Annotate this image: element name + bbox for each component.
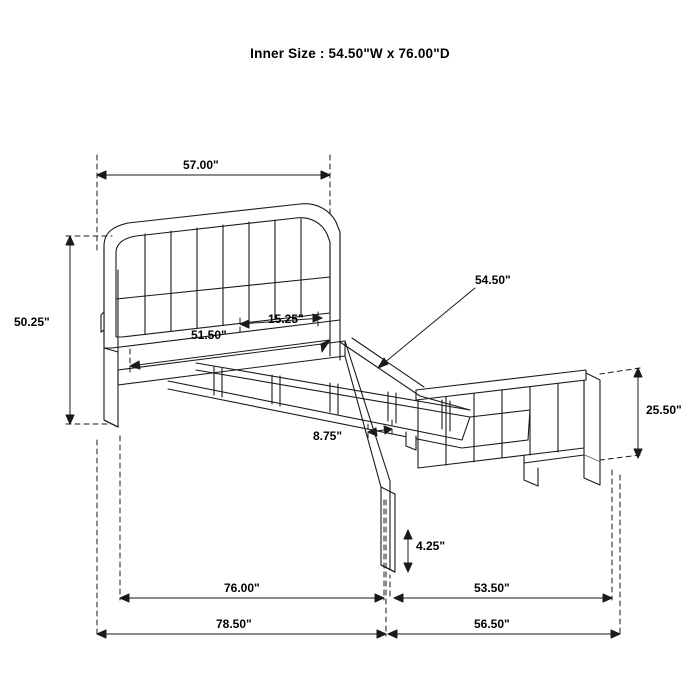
dim-label-slat-offset: 8.75" — [313, 429, 343, 443]
dim-label-inner-width-callout: 54.50" — [475, 273, 511, 287]
dim-label-footboard-span-top: 53.50" — [474, 581, 510, 595]
dim-label-clearance: 4.25" — [416, 539, 446, 553]
dim-label-bed-length-top: 76.00" — [224, 581, 260, 595]
dim-label-headboard-width: 57.00" — [183, 158, 219, 172]
dim-label-headboard-panel-width: 51.50" — [191, 328, 227, 342]
dim-label-footboard-height: 25.50" — [646, 403, 682, 417]
dim-label-rail-gap: 15.25" — [268, 312, 304, 326]
page-title: Inner Size : 54.50"W x 76.00"D — [250, 46, 450, 61]
dim-label-headboard-height: 50.25" — [14, 315, 50, 329]
dim-label-overall-left: 78.50" — [216, 617, 252, 631]
dim-label-overall-right: 56.50" — [474, 617, 510, 631]
